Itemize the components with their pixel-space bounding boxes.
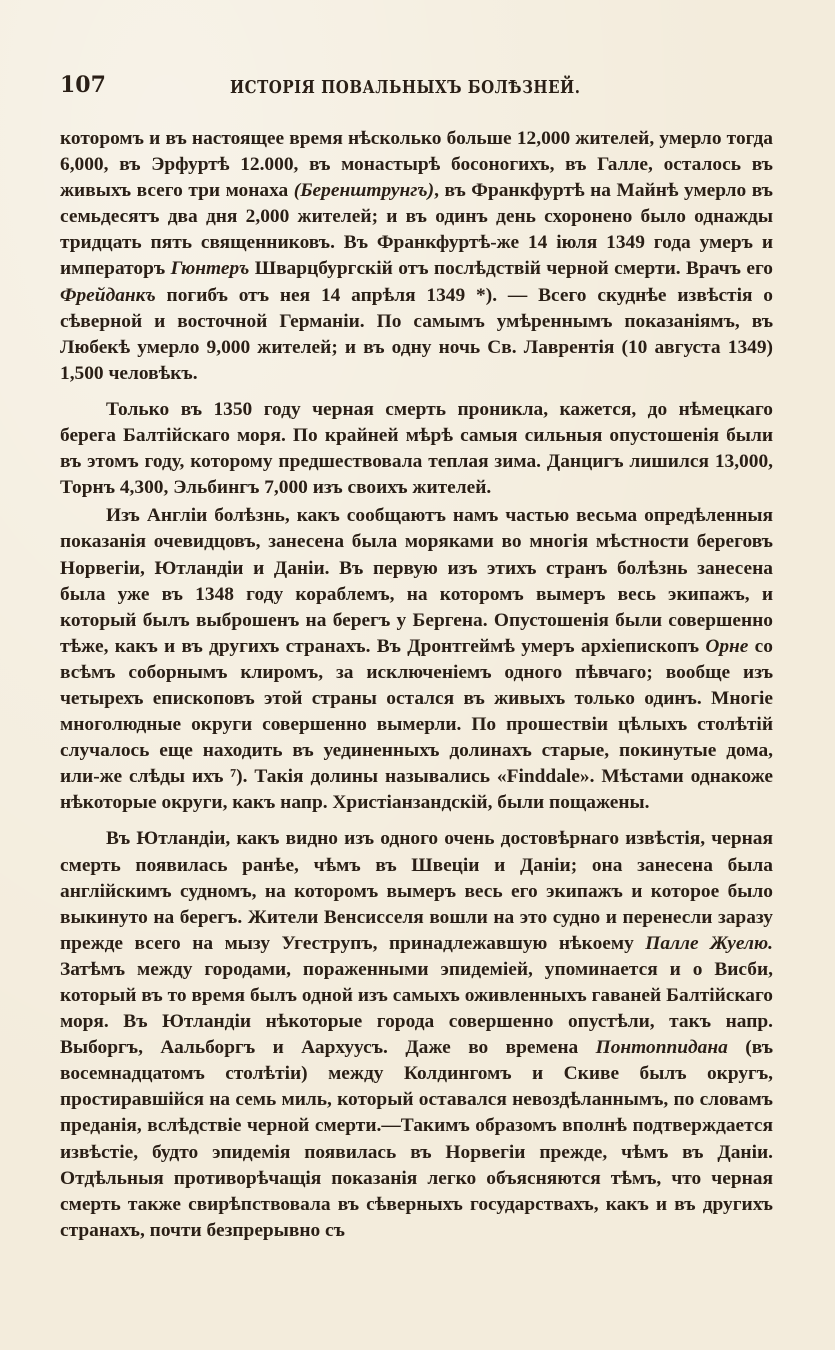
paragraph-1: которомъ и въ настоящее время нѣсколько больше 12,000 жителей, умерло тогда 6,000, въ Эрфуртѣ 12.000, въ монастырѣ босоногихъ, въ Галле, осталось въ живыхъ всего три монаха (Беренштрунгъ), въ Франкфуртѣ на Майнѣ умерло въ семьдесятъ два дня 2,000 жителей; и въ одинъ день схоронено было однажды тридцать пять священниковъ. Въ Франкфуртѣ-же 14 іюля 1349 года умеръ и императоръ Гюнтеръ Шварцбургскій отъ послѣдствій черной смерти. Врачъ его Фрейданкъ погибъ отъ нея 14 апрѣля 1349 *). — Всего скуднѣе извѣстія о сѣверной и восточной Германіи. По самымъ умѣреннымъ показаніямъ, въ Любекѣ умерло 9,000 жителей; и въ одну ночь Св. Лаврентія (10 августа 1349) 1,500 человѣкъ. (60, 128, 773, 384)
paragraph-2: Только въ 1350 году черная смерть проникла, кажется, до нѣмецкаго берега Балтійскаго моря. По крайней мѣрѣ самыя сильныя опустошенія были въ этомъ году, которому предшествовала теплая зима. Данцигъ лишился 13,000, Торнъ 4,300, Эльбингъ 7,000 изъ своихъ жителей. (60, 398, 773, 499)
page-number: 107 (60, 72, 106, 98)
paragraph-4: Въ Ютландіи, какъ видно изъ одного очень достовѣрнаго извѣстія, черная смерть появилась ранѣе, чѣмъ въ Швеціи и Даніи; она занесена была англійскимъ судномъ, на которомъ вымеръ весь его экипажъ и которое было выкинуто на берегъ. Жители Венсисселя вошли на это судно и перенесли заразу прежде всего на мызу Угеструпъ, принадлежавшую нѣкоему Палле Жуелю. Затѣмъ между городами, пораженными эпидеміей, упоминается и о Висби, который въ то время былъ одной изъ самыхъ оживленныхъ гаваней Балтійскаго моря. Въ Ютландіи нѣкоторые города совершенно опустѣли, такъ напр. Выборгъ, Аальборгъ и Аархуусъ. Даже во времена Понтоппидана (въ восемнадцатомъ столѣтіи) между Колдингомъ и Скиве былъ округъ, простиравшійся на семь миль, который оставался невоздѣланнымъ, по словамъ преданія, вслѣдствіе черной смерти.—Такимъ образомъ вполнѣ подтверждается извѣстіе, будто эпидемія появилась въ Норвегіи прежде, чѣмъ въ Даніи. Отдѣльныя противорѣчащія показанія легко объясняются тѣмъ, что черная смерть также свирѣпствовала въ сѣверныхъ государствахъ, какъ и въ другихъ странахъ, почти безпрерывно съ (60, 828, 774, 1241)
italic-name-pontoppidan: Понтоппидана (595, 1037, 728, 1059)
page-header (60, 72, 773, 108)
italic-name-freidank: Фрейданкъ (60, 284, 156, 306)
italic-name-gunther: Гюнтеръ (170, 258, 250, 280)
running-title: ИСТОРІЯ ПОВАЛЬНЫХЪ БОЛѢЗНЕЙ. (230, 76, 581, 98)
italic-name-palle-juel: Палле Жуелю. (645, 932, 773, 954)
italic-name-berenshtrung: (Беренштрунгъ) (293, 180, 435, 202)
body-text (60, 126, 773, 1244)
italic-name-orne: Орне (705, 635, 749, 657)
paragraph-3: Изъ Англіи болѣзнь, какъ сообщаютъ намъ частью весьма опредѣленныя показанія очевидцовъ, занесена была моряками во многія мѣстности береговъ Норвегіи, Ютландіи и Даніи. Въ первую изъ этихъ странъ болѣзнь занесена была уже въ 1348 году кораблемъ, на которомъ вымеръ весь экипажъ, и который былъ выброшенъ на берегъ у Бергена. Опустошенія были совершенно тѣже, какъ и въ другихъ странахъ. Въ Дронтгеймѣ умеръ архіепископъ Орне со всѣмъ соборнымъ клиромъ, за исключеніемъ одного пѣвчаго; вообще изъ четырехъ епископовъ этой страны остался въ живыхъ только одинъ. Многіе многолюдные округи совершенно вымерли. По прошествіи цѣлыхъ столѣтій случалось еще находить въ уединенныхъ долинахъ старые, покинутые дома, или-же слѣды ихъ ⁷). Такія долины назывались «Finddale». Мѣстами однакоже нѣкоторые округи, какъ напр. Христіанзандскій, были пощажены. (60, 505, 773, 814)
